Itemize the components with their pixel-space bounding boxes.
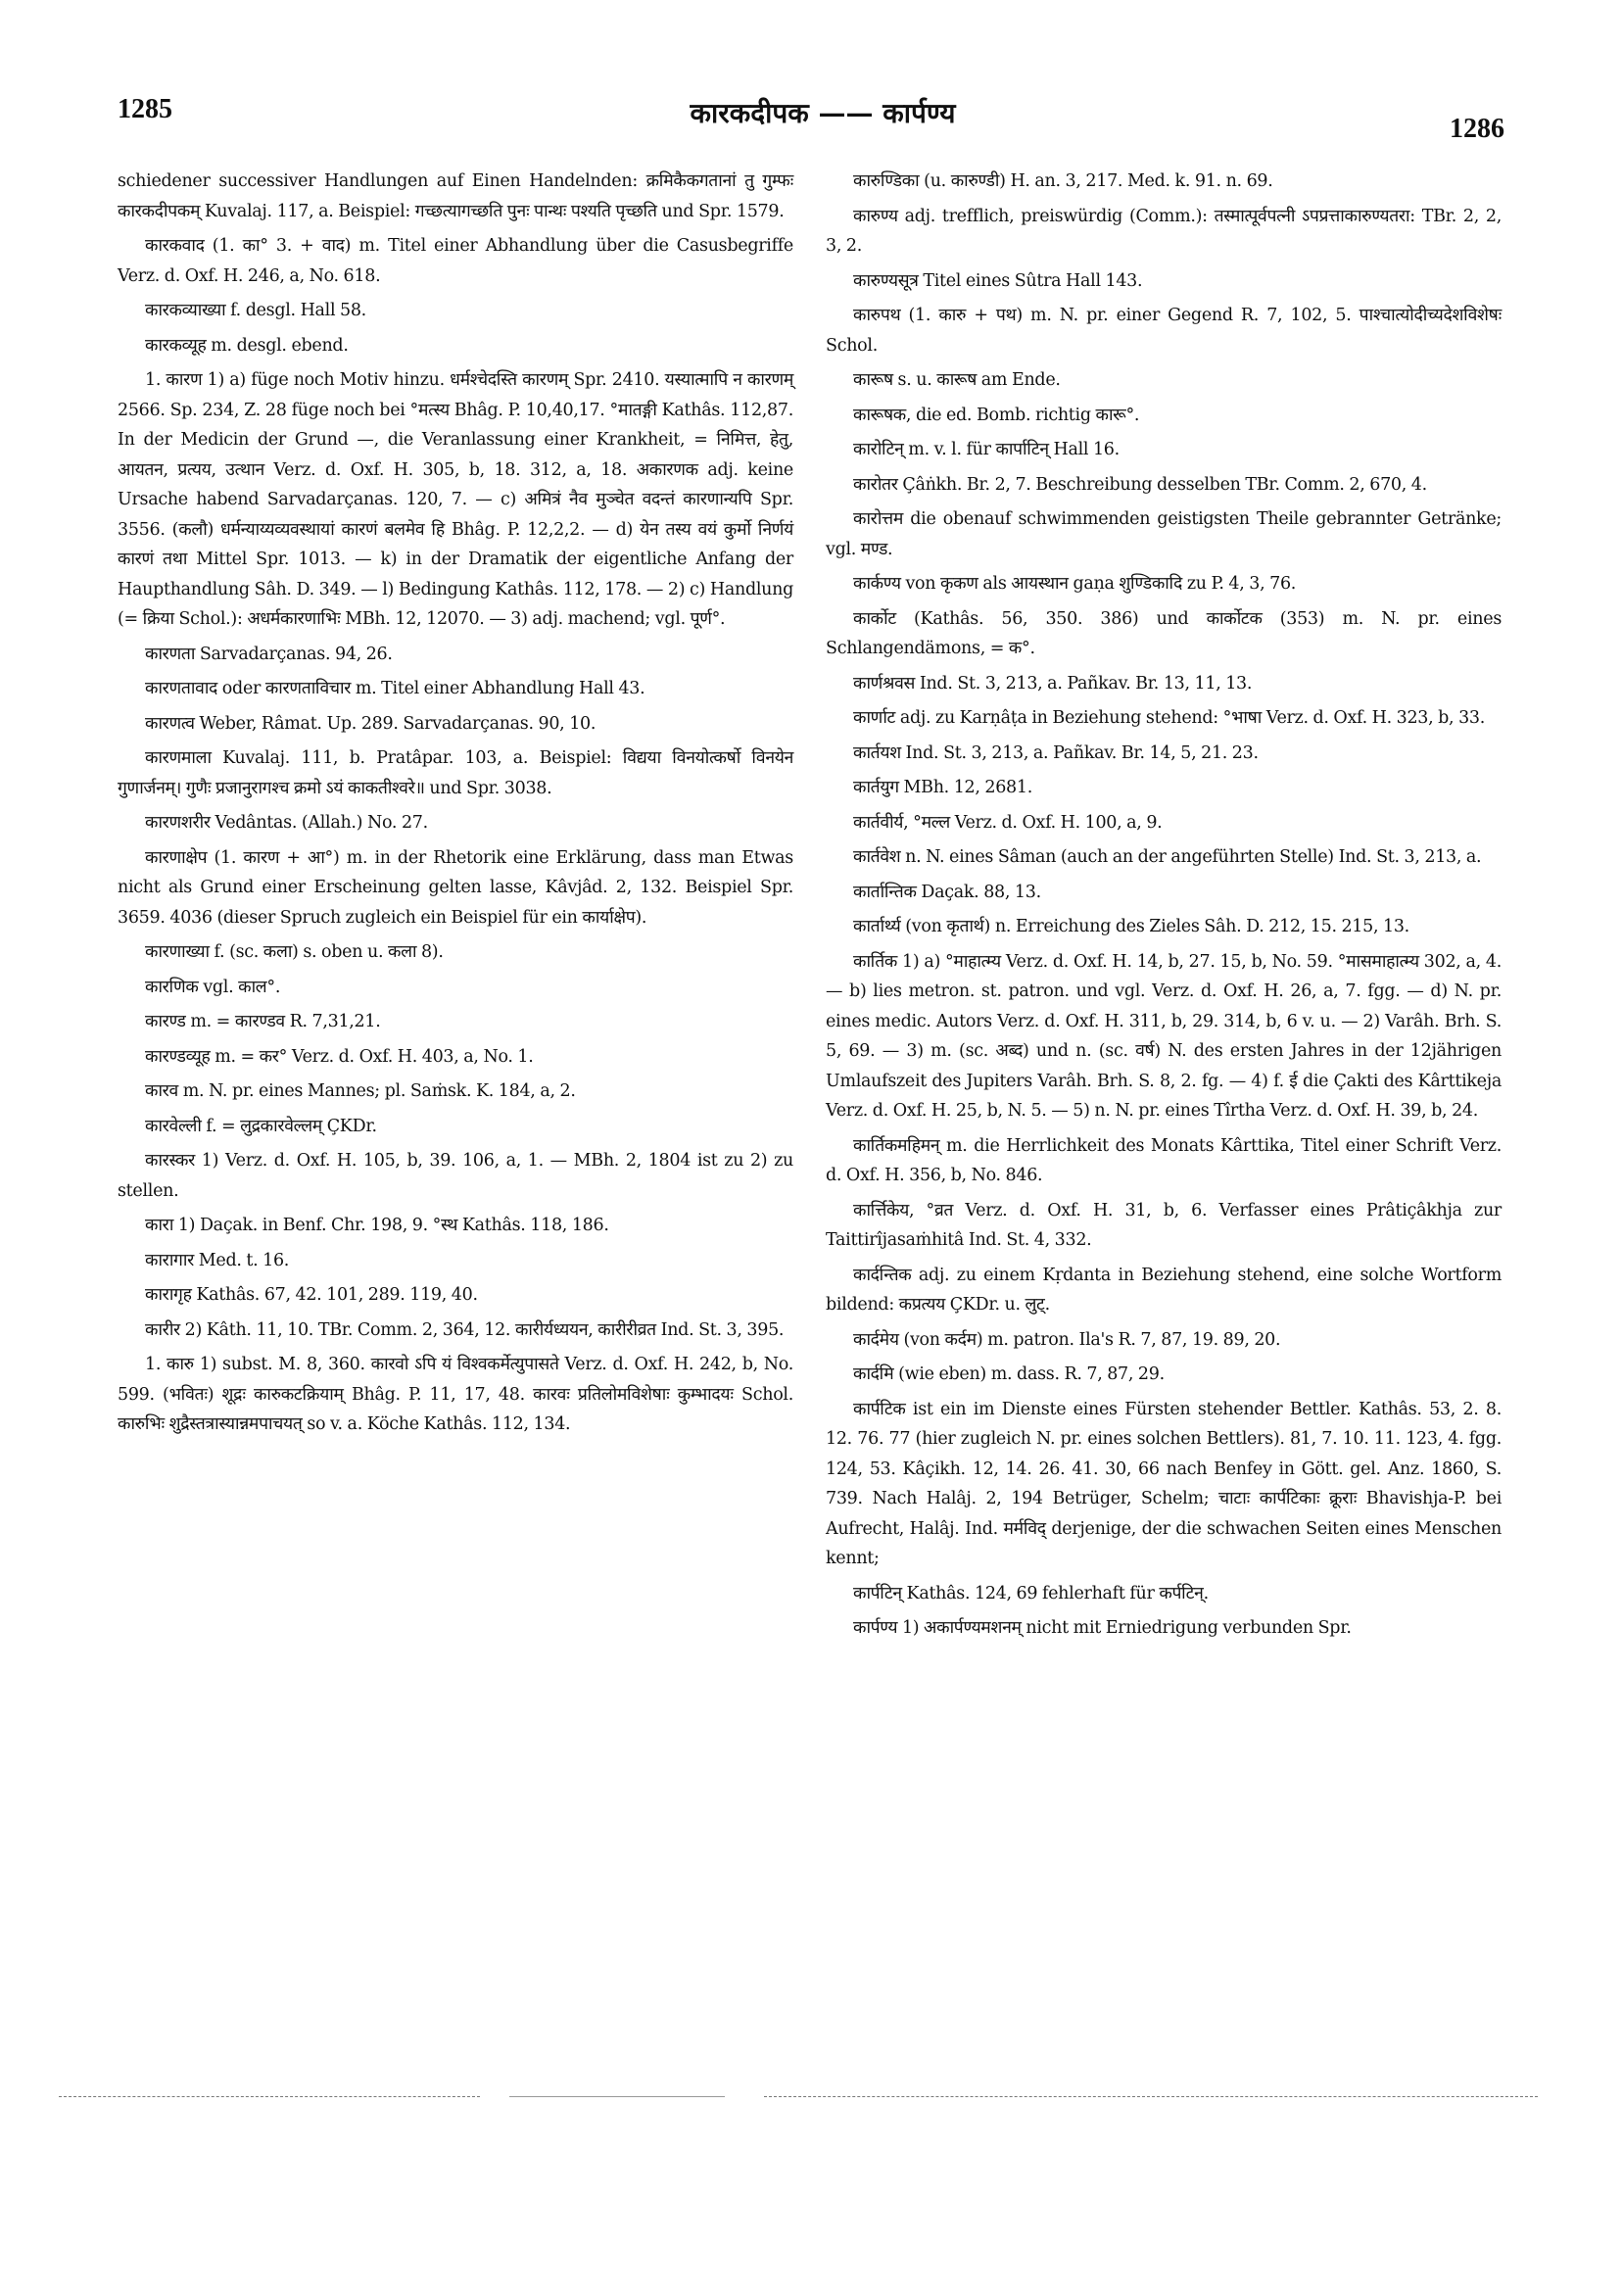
footer-rule-right xyxy=(764,2096,1538,2098)
entry: कार्तयश Ind. St. 3, 213, a. Pañkav. Br. 14, 5, 21. 23. xyxy=(853,742,1259,763)
entry: कार्तिकमहिमन् m. die Herrlichkeit des Monats Kârttika, Titel einer Schrift Verz. d. Oxf. H. 356, b, No. 846. xyxy=(826,1135,1502,1185)
entry: कारोटिन् m. v. l. für कार्पाटिन् Hall 16. xyxy=(853,440,1120,459)
entry: कारणाख्या f. (sc. कला) s. oben u. कला 8). xyxy=(145,942,444,962)
entry: 1. कारु 1) subst. M. 8, 360. कारवो ऽपि यं विश्वकर्मेत्युपासते Verz. d. Oxf. H. 242, b, No. 599. (भवितः) शूद्रः कारुकटक्रियाम् Bhâg. P. 11, 17, 48. कारवः प्रतिलोमविशेषाः कुम्भादयः Schol. कारुभिः शुद्रैस्तत्रास्यान्नमपाचयत् so v. a. Köche Kathâs. 112, 134. xyxy=(118,1355,793,1434)
entry: कारणिक vgl. काल°. xyxy=(145,977,281,997)
entry: कारुण्यसूत्र Titel eines Sûtra Hall 143. xyxy=(853,270,1143,291)
entry: कार्पटिक ist ein im Dienste eines Fürsten stehender Bettler. Kathâs. 53, 2. 8. 12. 76. 77 (hier zugleich N. pr. eines solchen Bettlers). 81, 7. 10. 11. 123, 4. fgg. 124, 53. Kâçikh. 12, 14. 26. 41. 30, 66 nach Benfey in Gött. gel. Anz. 1860, S. 739. Nach Halâj. 2, 194 Betrüger, Schelm; चाटाः कार्पटिकाः क्रूराः Bhavishja-P. bei Aufrecht, Halâj. Ind. मर्मविद् derjenige, der die schwachen Seiten eines Menschen kennt; xyxy=(826,1399,1502,1568)
entry: कार्तिक 1) a) °माहात्म्य Verz. d. Oxf. H. 14, b, 27. 15, b, No. 59. °मासमाहात्म्य 302, a, 4. — b) lies metron. st. patron. und vgl. Verz. d. Oxf. H. 26, a, 7. fgg. — d) N. pr. eines medic. Autors Verz. d. Oxf. H. 311, b, 29. 314, b, 6 v. u. — 2) Varâh. Brh. S. 5, 69. — 3) m. (sc. अब्द) und n. (sc. वर्ष) N. des ersten Jahres in der 12jährigen Umlaufszeit des Jupiters Varâh. Brh. S. 8, 2. fg. — 4) f. ई die Çakti des Kârttikeja Verz. d. Oxf. H. 25, b, N. 5. — 5) n. N. pr. eines Tîrtha Verz. d. Oxf. H. 39, b, 24. xyxy=(826,951,1502,1121)
entry: कार्पटिन् Kathâs. 124, 69 fehlerhaft für कर्पटिन्. xyxy=(853,1583,1209,1603)
entry: कारणाक्षेप (1. कारण + आ°) m. in der Rhetorik eine Erklärung, dass man Etwas nicht als Grund einer Erscheinung gelten lasse, Kâvjâd. 2, 132. Beispiel Spr. 3659. 4036 (dieser Spruch zugleich ein Beispiel für ein कार्याक्षेप). xyxy=(118,847,793,928)
entry: कारकव्याख्या f. desgl. Hall 58. xyxy=(145,301,366,320)
left-column xyxy=(118,167,793,1445)
entry: कारूषक, die ed. Bomb. richtig कारू°. xyxy=(853,405,1140,425)
entry: कार्तयुग MBh. 12, 2681. xyxy=(853,778,1032,797)
entry: कारागृह Kathâs. 67, 42. 101, 289. 119, 40. xyxy=(145,1285,478,1305)
running-title: कारकदीपक —— कार्पण्य xyxy=(690,97,956,129)
entry: कारागार Med. t. 16. xyxy=(145,1250,290,1270)
entry: schiedener successiver Handlungen auf Einen Handelnden: क्रमिकैकगतानां तु गुम्फः कारकदीपकम् Kuvalaj. 117, a. Beispiel: गच्छत्यागच्छति पुनः पान्थः पश्यति पृच्छति und Spr. 1579. xyxy=(118,171,793,221)
page-number-left: 1285 xyxy=(118,94,172,124)
entry: कारणत्व Weber, Râmat. Up. 289. Sarvadarçanas. 90, 10. xyxy=(145,713,596,734)
entry: कारव m. N. pr. eines Mannes; pl. Saṁsk. K. 184, a, 2. xyxy=(145,1081,576,1101)
entry: कार्तवेश n. N. eines Sâman (auch an der angeführten Stelle) Ind. St. 3, 213, a. xyxy=(853,847,1482,867)
entry: कारस्कर 1) Verz. d. Oxf. H. 105, b, 39. 106, a, 1. — MBh. 2, 1804 ist zu 2) zu stellen. xyxy=(118,1151,793,1201)
entry: कार्तार्थ्य (von कृतार्थ) n. Erreichung des Zieles Sâh. D. 212, 15. 215, 13. xyxy=(853,917,1409,936)
entry: कार्पण्य 1) अकार्पण्यमशनम् nicht mit Erniedrigung verbunden Spr. xyxy=(853,1618,1352,1638)
page-header xyxy=(0,0,1622,147)
entry: कार्तवीर्य, °मल्ल Verz. d. Oxf. H. 100, a, 9. xyxy=(853,812,1163,833)
entry: कारुण्य adj. trefflich, preiswürdig (Comm.): तस्मात्पूर्वपत्नी ऽपप्रत्ताकारुण्यतरा: TBr. 2, 2, 3, 2. xyxy=(826,206,1502,256)
entry: कारकवाद (1. का° 3. + वाद) m. Titel einer Abhandlung über die Casusbegriffe Verz. d. Oxf. H. 246, a, No. 618. xyxy=(118,236,793,286)
entry: कारवेल्ली f. = लुद्रकारवेल्लम् ÇKDr. xyxy=(145,1116,377,1136)
entry: कारण्ड m. = कारण्डव R. 7,31,21. xyxy=(145,1012,381,1031)
entry: कार्दमेय (von कर्दम) m. patron. Ila's R. 7, 87, 19. 89, 20. xyxy=(853,1329,1281,1350)
entry: कार्त्तिकेय, °व्रत Verz. d. Oxf. H. 31, b, 6. Verfasser eines Prâtiçâkhja zur Taittirîjasaṁhitâ Ind. St. 4, 332. xyxy=(826,1200,1502,1250)
entry: कारूष s. u. कारूष am Ende. xyxy=(853,370,1061,390)
entry: कार्कण्य von कृकण als आयस्थान gaṇa शुण्डिकादि zu P. 4, 3, 76. xyxy=(853,574,1297,594)
footer-rule-center xyxy=(509,2096,725,2098)
entry: कार्णाट adj. zu Karṇâṭa in Beziehung stehend: °भाषा Verz. d. Oxf. H. 323, b, 33. xyxy=(853,708,1486,728)
entry: कारीर 2) Kâth. 11, 10. TBr. Comm. 2, 364, 12. कारीर्यध्ययन, कारीरीव्रत Ind. St. 3, 395. xyxy=(145,1319,785,1340)
entry: कार्तान्तिक Daçak. 88, 13. xyxy=(853,882,1041,902)
entry: कारणतावाद oder कारणताविचार m. Titel einer Abhandlung Hall 43. xyxy=(145,679,645,698)
entry: कार्णश्रवस Ind. St. 3, 213, a. Pañkav. Br. 13, 11, 13. xyxy=(853,673,1253,694)
entry: कार्कोट (Kathâs. 56, 350. 386) und कार्कोटक (353) m. N. pr. eines Schlangendämons, = क°. xyxy=(826,608,1502,658)
entry: कारुण्डिका (u. कारुण्डी) H. an. 3, 217. Med. k. 91. n. 69. xyxy=(853,171,1273,191)
entry: कार्दमि (wie eben) m. dass. R. 7, 87, 29. xyxy=(853,1364,1165,1384)
entry: कारा 1) Daçak. in Benf. Chr. 198, 9. °स्थ Kathâs. 118, 186. xyxy=(145,1216,609,1235)
page-number-right: 1286 xyxy=(1450,114,1504,144)
right-column xyxy=(826,167,1502,1649)
entry: कारुपथ (1. कारु + पथ) m. N. pr. einer Gegend R. 7, 102, 5. पाश्चात्योदीच्यदेशविशेषः Schol. xyxy=(826,306,1502,356)
entry: कारणशरीर Vedântas. (Allah.) No. 27. xyxy=(145,813,428,833)
entry: कारोत्तम die obenauf schwimmenden geistigsten Theile gebrannter Getränke; vgl. मण्ड. xyxy=(826,509,1502,559)
entry: कार्दन्तिक adj. zu einem Kṛdanta in Beziehung stehend, eine solche Wortform bildend: कप्रत्यय ÇKDr. u. लुट्. xyxy=(826,1265,1502,1315)
entry: कारणमाला Kuvalaj. 111, b. Pratâpar. 103, a. Beispiel: विद्यया विनयोत्कर्षो विनयेन गुणार्जनम्। गुणैः प्रजानुरागश्च क्रमो ऽयं काकतीश्वरे॥ und Spr. 3038. xyxy=(118,748,793,798)
footer-rule-left xyxy=(59,2096,480,2098)
entry: कारकव्यूह m. desgl. ebend. xyxy=(145,335,349,356)
entry: कारणता Sarvadarçanas. 94, 26. xyxy=(145,644,393,664)
entry: कारोतर Çâṅkh. Br. 2, 7. Beschreibung desselben TBr. Comm. 2, 670, 4. xyxy=(853,474,1427,495)
entry: 1. कारण 1) a) füge noch Motiv hinzu. धर्मश्चेदस्ति कारणम् Spr. 2410. यस्यात्मापि न कारणम् 2566. Sp. 234, Z. 28 füge noch bei °मत्स्य Bhâg. P. 10,40,17. °मातङ्गी Kathâs. 112,87. In der Medicin der Grund —, die Veranlassung einer Krankheit, = निमित्त, हेतु, आयतन, प्रत्यय, उत्थान Verz. d. Oxf. H. 305, b, 18. 312, a, 18. अकारणक adj. keine Ursache habend Sarvadarçanas. 120, 7. — c) अमित्रं नैव मुञ्चेत वदन्तं कारणान्यपि Spr. 3556. (कलौ) धर्मन्याय्यव्यवस्थायां कारणं बलमेव हि Bhâg. P. 12,2,2. — d) येन तस्य वयं कुर्मो निर्णयं कारणं तथा Mittel Spr. 1013. — k) in der Dramatik der eigentliche Anfang der Haupthandlung Sâh. D. 349. — l) Bedingung Kathâs. 112, 178. — 2) c) Handlung (= क्रिया Schol.): अधर्मकारणाभिः MBh. 12, 12070. — 3) adj. machend; vgl. पूर्ण°. xyxy=(118,370,793,629)
entry: कारण्डव्यूह m. = कर° Verz. d. Oxf. H. 403, a, No. 1. xyxy=(145,1046,534,1067)
